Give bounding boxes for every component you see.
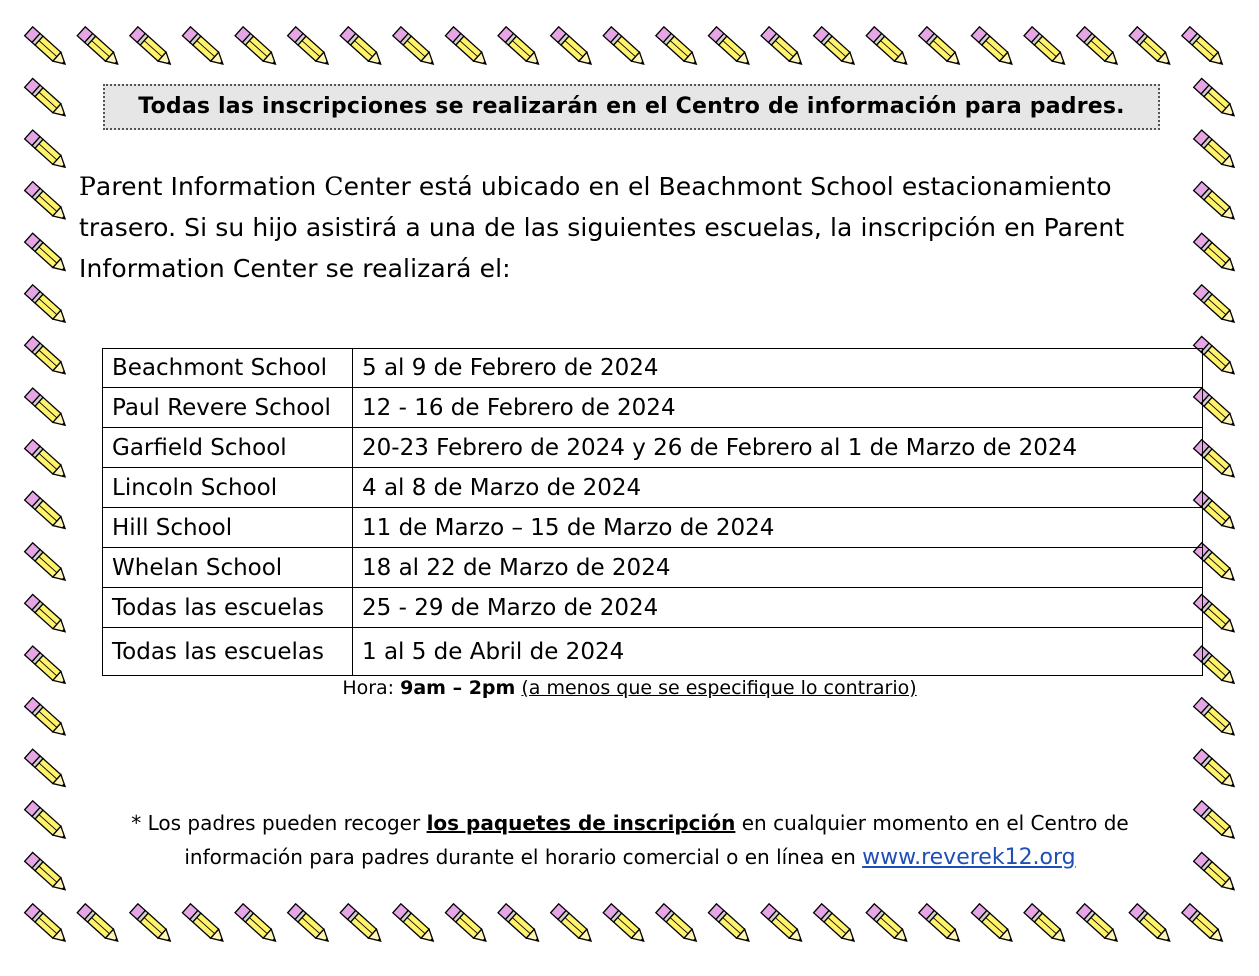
pencil-icon xyxy=(708,904,753,946)
pencil-icon xyxy=(25,182,70,224)
registration-packets: los paquetes de inscripción xyxy=(426,811,736,835)
pencil-icon xyxy=(656,904,701,946)
pencil-icon xyxy=(25,491,70,533)
pencil-icon xyxy=(1077,27,1122,69)
pencil-icon xyxy=(1129,904,1174,946)
school-cell: Todas las escuelas xyxy=(103,628,353,676)
pencil-icon xyxy=(25,336,70,378)
pencil-icon xyxy=(25,440,70,482)
pencil-icon xyxy=(1194,852,1239,894)
pencil-icon xyxy=(919,904,964,946)
pencil-icon xyxy=(919,27,964,69)
pencil-icon xyxy=(288,904,333,946)
intro-text-2: enter está ubicado en el Beachmont School estacionamiento trasero. Si su hijo asistirá a una de las siguientes escuelas, la inscripción en Parent Information Center se realizará el: xyxy=(79,172,1125,283)
website-link[interactable]: www.reverek12.org xyxy=(862,845,1076,870)
pencil-icon xyxy=(603,27,648,69)
pencil-icon xyxy=(498,904,543,946)
dates-cell: 1 al 5 de Abril de 2024 xyxy=(353,628,1203,676)
school-cell: Todas las escuelas xyxy=(103,588,353,628)
pencil-icon xyxy=(551,904,596,946)
school-cell: Lincoln School xyxy=(103,468,353,508)
pencil-icon xyxy=(1129,27,1174,69)
pencil-icon xyxy=(761,27,806,69)
table-row xyxy=(103,388,1203,428)
hours-note: (a menos que se especifique lo contrario) xyxy=(521,677,917,699)
pencil-icon xyxy=(814,904,859,946)
pencil-icon xyxy=(235,904,280,946)
table-row xyxy=(103,428,1203,468)
school-cell: Beachmont School xyxy=(103,349,353,388)
pencil-icon xyxy=(866,27,911,69)
hours-line xyxy=(0,677,1259,699)
dates-cell: 18 al 22 de Marzo de 2024 xyxy=(353,548,1203,588)
pencil-icon xyxy=(761,904,806,946)
dates-cell: 4 al 8 de Marzo de 2024 xyxy=(353,468,1203,508)
pencil-icon xyxy=(340,27,385,69)
pencil-icon xyxy=(1024,904,1069,946)
pencil-icon xyxy=(393,27,438,69)
pencil-icon xyxy=(340,904,385,946)
dates-cell: 11 de Marzo – 15 de Marzo de 2024 xyxy=(353,508,1203,548)
pencil-icon xyxy=(25,543,70,585)
dates-cell: 20-23 Febrero de 2024 y 26 de Febrero al 1 de Marzo de 2024 xyxy=(353,428,1203,468)
pencil-icon xyxy=(445,27,490,69)
intro-initial-p: P xyxy=(79,172,96,201)
pencil-icon xyxy=(1024,27,1069,69)
pencil-icon xyxy=(25,388,70,430)
table-row xyxy=(103,628,1203,676)
table-row xyxy=(103,349,1203,388)
hours-label: Hora: xyxy=(342,677,395,699)
pencil-icon xyxy=(235,27,280,69)
schedule-table xyxy=(102,348,1203,676)
pencil-icon xyxy=(971,27,1016,69)
table-row xyxy=(103,548,1203,588)
packet-note xyxy=(80,806,1180,875)
school-cell: Paul Revere School xyxy=(103,388,353,428)
hours-time: 9am – 2pm xyxy=(400,677,516,699)
pencil-icon xyxy=(25,78,70,120)
pencil-icon xyxy=(1194,78,1239,120)
dates-cell: 5 al 9 de Febrero de 2024 xyxy=(353,349,1203,388)
pencil-icon xyxy=(77,27,122,69)
pencil-icon xyxy=(1194,130,1239,172)
pencil-icon xyxy=(25,594,70,636)
pencil-icon xyxy=(25,130,70,172)
pencil-icon xyxy=(25,904,70,946)
pencil-icon xyxy=(656,27,701,69)
table-row xyxy=(103,588,1203,628)
pencil-icon xyxy=(182,27,227,69)
pencil-icon xyxy=(1194,233,1239,275)
pencil-icon xyxy=(130,904,175,946)
pencil-icon xyxy=(25,285,70,327)
intro-text-1: arent Information xyxy=(95,172,325,201)
pencil-icon xyxy=(498,27,543,69)
pencil-icon xyxy=(25,749,70,791)
school-cell: Hill School xyxy=(103,508,353,548)
pencil-icon xyxy=(25,698,70,740)
pencil-icon xyxy=(445,904,490,946)
pencil-icon xyxy=(1182,27,1227,69)
pencil-icon xyxy=(1194,698,1239,740)
pencil-icon xyxy=(866,904,911,946)
pencil-icon xyxy=(1194,182,1239,224)
registration-location-banner: Todas las inscripciones se realizarán en el Centro de información para padres. xyxy=(103,84,1160,130)
school-cell: Whelan School xyxy=(103,548,353,588)
pencil-icon xyxy=(1182,904,1227,946)
school-cell: Garfield School xyxy=(103,428,353,468)
pencil-icon xyxy=(1194,801,1239,843)
table-row xyxy=(103,468,1203,508)
pencil-icon xyxy=(603,904,648,946)
note-middle: en cualquier momento en el Centro de información para padres durante el horario comercial o en línea en xyxy=(184,811,1129,869)
pencil-icon xyxy=(708,27,753,69)
pencil-icon xyxy=(25,233,70,275)
pencil-icon xyxy=(25,801,70,843)
pencil-icon xyxy=(25,852,70,894)
pencil-icon xyxy=(393,904,438,946)
table-row xyxy=(103,508,1203,548)
pencil-icon xyxy=(1077,904,1122,946)
pencil-icon xyxy=(1194,749,1239,791)
pencil-icon xyxy=(971,904,1016,946)
dates-cell: 12 - 16 de Febrero de 2024 xyxy=(353,388,1203,428)
pencil-icon xyxy=(1194,285,1239,327)
note-prefix: * Los padres pueden recoger xyxy=(131,811,421,835)
pencil-icon xyxy=(182,904,227,946)
pencil-icon xyxy=(25,27,70,69)
pencil-icon xyxy=(130,27,175,69)
intro-paragraph xyxy=(79,166,1179,289)
pencil-icon xyxy=(551,27,596,69)
pencil-icon xyxy=(77,904,122,946)
dates-cell: 25 - 29 de Marzo de 2024 xyxy=(353,588,1203,628)
pencil-icon xyxy=(814,27,859,69)
pencil-icon xyxy=(288,27,333,69)
intro-initial-c: C xyxy=(324,172,344,201)
